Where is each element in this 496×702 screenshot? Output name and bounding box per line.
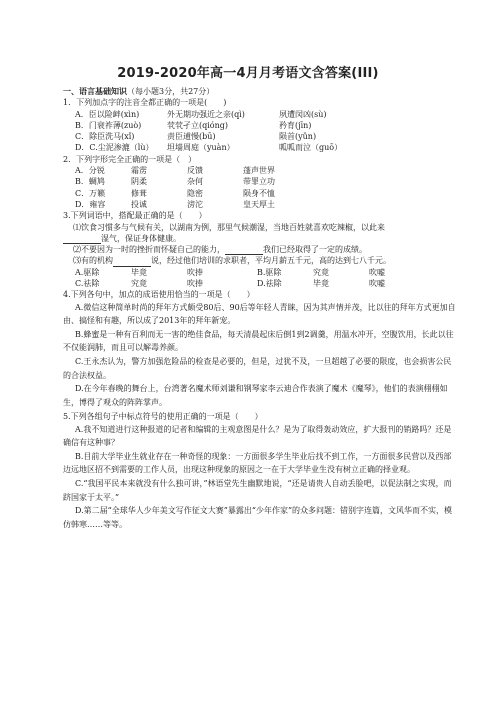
option-cell: 投诚 <box>131 199 147 209</box>
question-1-option-a <box>63 109 459 120</box>
question-2-option-d <box>63 199 459 210</box>
question-5-option-d: D.第二届“全球华人少年美文写作征文大赛”暴露出“少年作家”的众多问题：错别字连篇，文风华而不实，模仿韩寒……等等。 <box>63 506 453 529</box>
question-3-sentence-1a: ⑴饮食习惯多与气候有关，以湖南为例，那里气候潮湿，当地百姓就喜欢吃辣椒，以此来 <box>73 222 385 232</box>
question-4-option-d: D.在今年春晚的舞台上，台湾著名魔术师刘谦和钢琴家李云迪合作表演了魔术《魔琴》，他们的表演栩栩如生，博得了观众的阵阵掌声。 <box>63 384 448 407</box>
question-4-option-c: C.王永杰认为，警方加强危险品的检查是必要的，但是，过犹不及，一旦超越了必要的限度，也会损害公民的合法权益。 <box>63 357 452 380</box>
question-3-stem: 3.下列词语中，搭配最正确的是（ ） <box>63 211 207 221</box>
question-5-option-c: C.“我国平民本来就没有什么独可讲，”林语堂先生幽默地说，“还是请贵人自动丢脸吧，以促法制之实现，而跻国家于太平。” <box>63 479 452 502</box>
option-cell: B.驱除 <box>257 267 282 277</box>
question-3-sentence-2 <box>63 244 459 255</box>
section-note: （每小题3分，共27分） <box>127 87 215 96</box>
option-cell: 隐密 <box>187 188 203 198</box>
question-1-option-d <box>63 142 459 153</box>
sentence-text: 湿气，保证身体健康。 <box>101 233 181 243</box>
question-2-stem: 2．下列字形完全正确的一项是（ ） <box>63 154 197 164</box>
option-cell: C.祛除 <box>75 279 100 289</box>
option-cell: 毕竟 <box>131 267 147 277</box>
option-cell: C．除臣洗马(xǐ) <box>75 132 135 142</box>
option-cell: 修葺 <box>131 188 147 198</box>
option-cell: C．万籁 <box>75 188 106 198</box>
option-cell: 外无期功强近之亲(qì) <box>167 109 245 119</box>
option-cell: A．臣以险衅(xìn) <box>75 109 140 119</box>
question-2-option-a <box>63 165 459 176</box>
option-cell: 吹嘘 <box>369 267 385 277</box>
section-heading <box>63 86 459 97</box>
question-4-option-b: B.蜂蜜是一种有百利而无一害的绝佳食品，每天清晨起床后倒1到2调羹，用温水冲开，空腹饮用，长此以往不仅能润肺，而且可以解毒养颜。 <box>63 329 454 353</box>
fill-blank <box>225 246 263 255</box>
option-cell: 陨身不恤 <box>243 188 275 198</box>
option-cell: 茕茕孑立(qióng) <box>167 120 229 130</box>
question-3-options-row-2 <box>63 278 459 289</box>
question-2-option-c <box>63 188 459 199</box>
option-cell: 反馈 <box>187 166 203 176</box>
sentence-text: ⑶有的机构 <box>73 256 113 266</box>
question-1-stem: 1．下列加点字的注音全都正确的一项是( ) <box>63 98 227 108</box>
sentence-text: 说，经过他们培训的求职者，平均月薪五千元，高的达到七八千元。 <box>151 256 391 266</box>
option-cell: D．雍容 <box>75 199 106 209</box>
option-cell: 坦墙周庭（yuàn） <box>167 143 235 153</box>
option-cell: D.祛除 <box>257 279 282 289</box>
question-3-options-row-1 <box>63 267 459 278</box>
option-cell: 吹捧 <box>187 279 203 289</box>
option-cell: 呱呱而泣（guō） <box>279 143 343 153</box>
option-cell: 蓬声世界 <box>243 166 275 176</box>
option-cell: 吹捧 <box>187 267 203 277</box>
option-cell: 究竟 <box>131 279 147 289</box>
question-4-option-a: A.微信这种简单时尚的拜年方式颇受80后、90后等年轻人青睐，因为其声情并茂，比以往的拜年方式更加自由、搞怪和有趣，所以成了2013年的拜年新宠。 <box>63 302 456 326</box>
question-5-option-a: A.我不知道进行这种报道的记者和编辑的主观意图是什么？是为了取得轰动效应，扩大报刊的销路吗？还是确信有这种事？ <box>63 424 452 448</box>
option-cell: 毕竟 <box>313 279 329 289</box>
sentence-text: ⑵不要因为一时的挫折而怀疑自己的能力， <box>73 245 225 255</box>
question-5-option-b: B.目前大学毕业生就业存在一种奇怪的现象：一方面很多学生毕业后找不到工作，一方面很多民营以及西部边远地区招不到需要的工作人员，出现这种现象的原因之一在于大学毕业生没有树立正确的择业观。 <box>63 451 452 475</box>
option-cell: 带罪立功 <box>243 177 275 187</box>
option-cell: D．C.尘泥渗漉（lù） <box>75 143 154 153</box>
question-5-stem: 5.下列各组句子中标点符号的使用正确的一项是（ ） <box>63 412 263 422</box>
option-cell: 责臣逋慢(bū) <box>167 132 216 142</box>
sentence-text: 我们已经取得了一定的成绩。 <box>263 245 367 255</box>
option-cell: 吹嘘 <box>369 279 385 289</box>
option-cell: 霜雳 <box>131 166 147 176</box>
question-1-option-b <box>63 120 459 131</box>
option-cell: B．门衰祚薄(zuò) <box>75 120 142 130</box>
question-2-option-b <box>63 176 459 187</box>
fill-blank <box>63 235 101 244</box>
option-cell: 夙遭闵凶(sù) <box>279 109 327 119</box>
question-3-sentence-1b <box>63 233 459 244</box>
question-3-sentence-3 <box>63 255 459 266</box>
option-cell: 矜育(jīn) <box>279 120 312 130</box>
option-cell: A.驱除 <box>75 267 100 277</box>
question-4-stem: 4.下列各句中，加点的成语使用恰当的一项是（ ） <box>63 290 255 300</box>
section-title: 一、语言基础知识 <box>63 86 127 96</box>
question-1-option-c <box>63 131 459 142</box>
option-cell: 究竟 <box>313 267 329 277</box>
option-cell: 皇天厚土 <box>243 199 275 209</box>
document-body <box>63 86 459 531</box>
option-cell: 杂何 <box>187 177 203 187</box>
option-cell: B．蜩鸠 <box>75 177 105 187</box>
option-cell: A．分锐 <box>75 166 105 176</box>
option-cell: 阴柔 <box>131 177 147 187</box>
option-cell: 滂沱 <box>187 199 203 209</box>
option-cell: 陨首(yǔn) <box>279 132 317 142</box>
document-title: 2019-2020年高一4月月考语文含答案(III) <box>117 66 379 81</box>
fill-blank <box>113 258 151 267</box>
